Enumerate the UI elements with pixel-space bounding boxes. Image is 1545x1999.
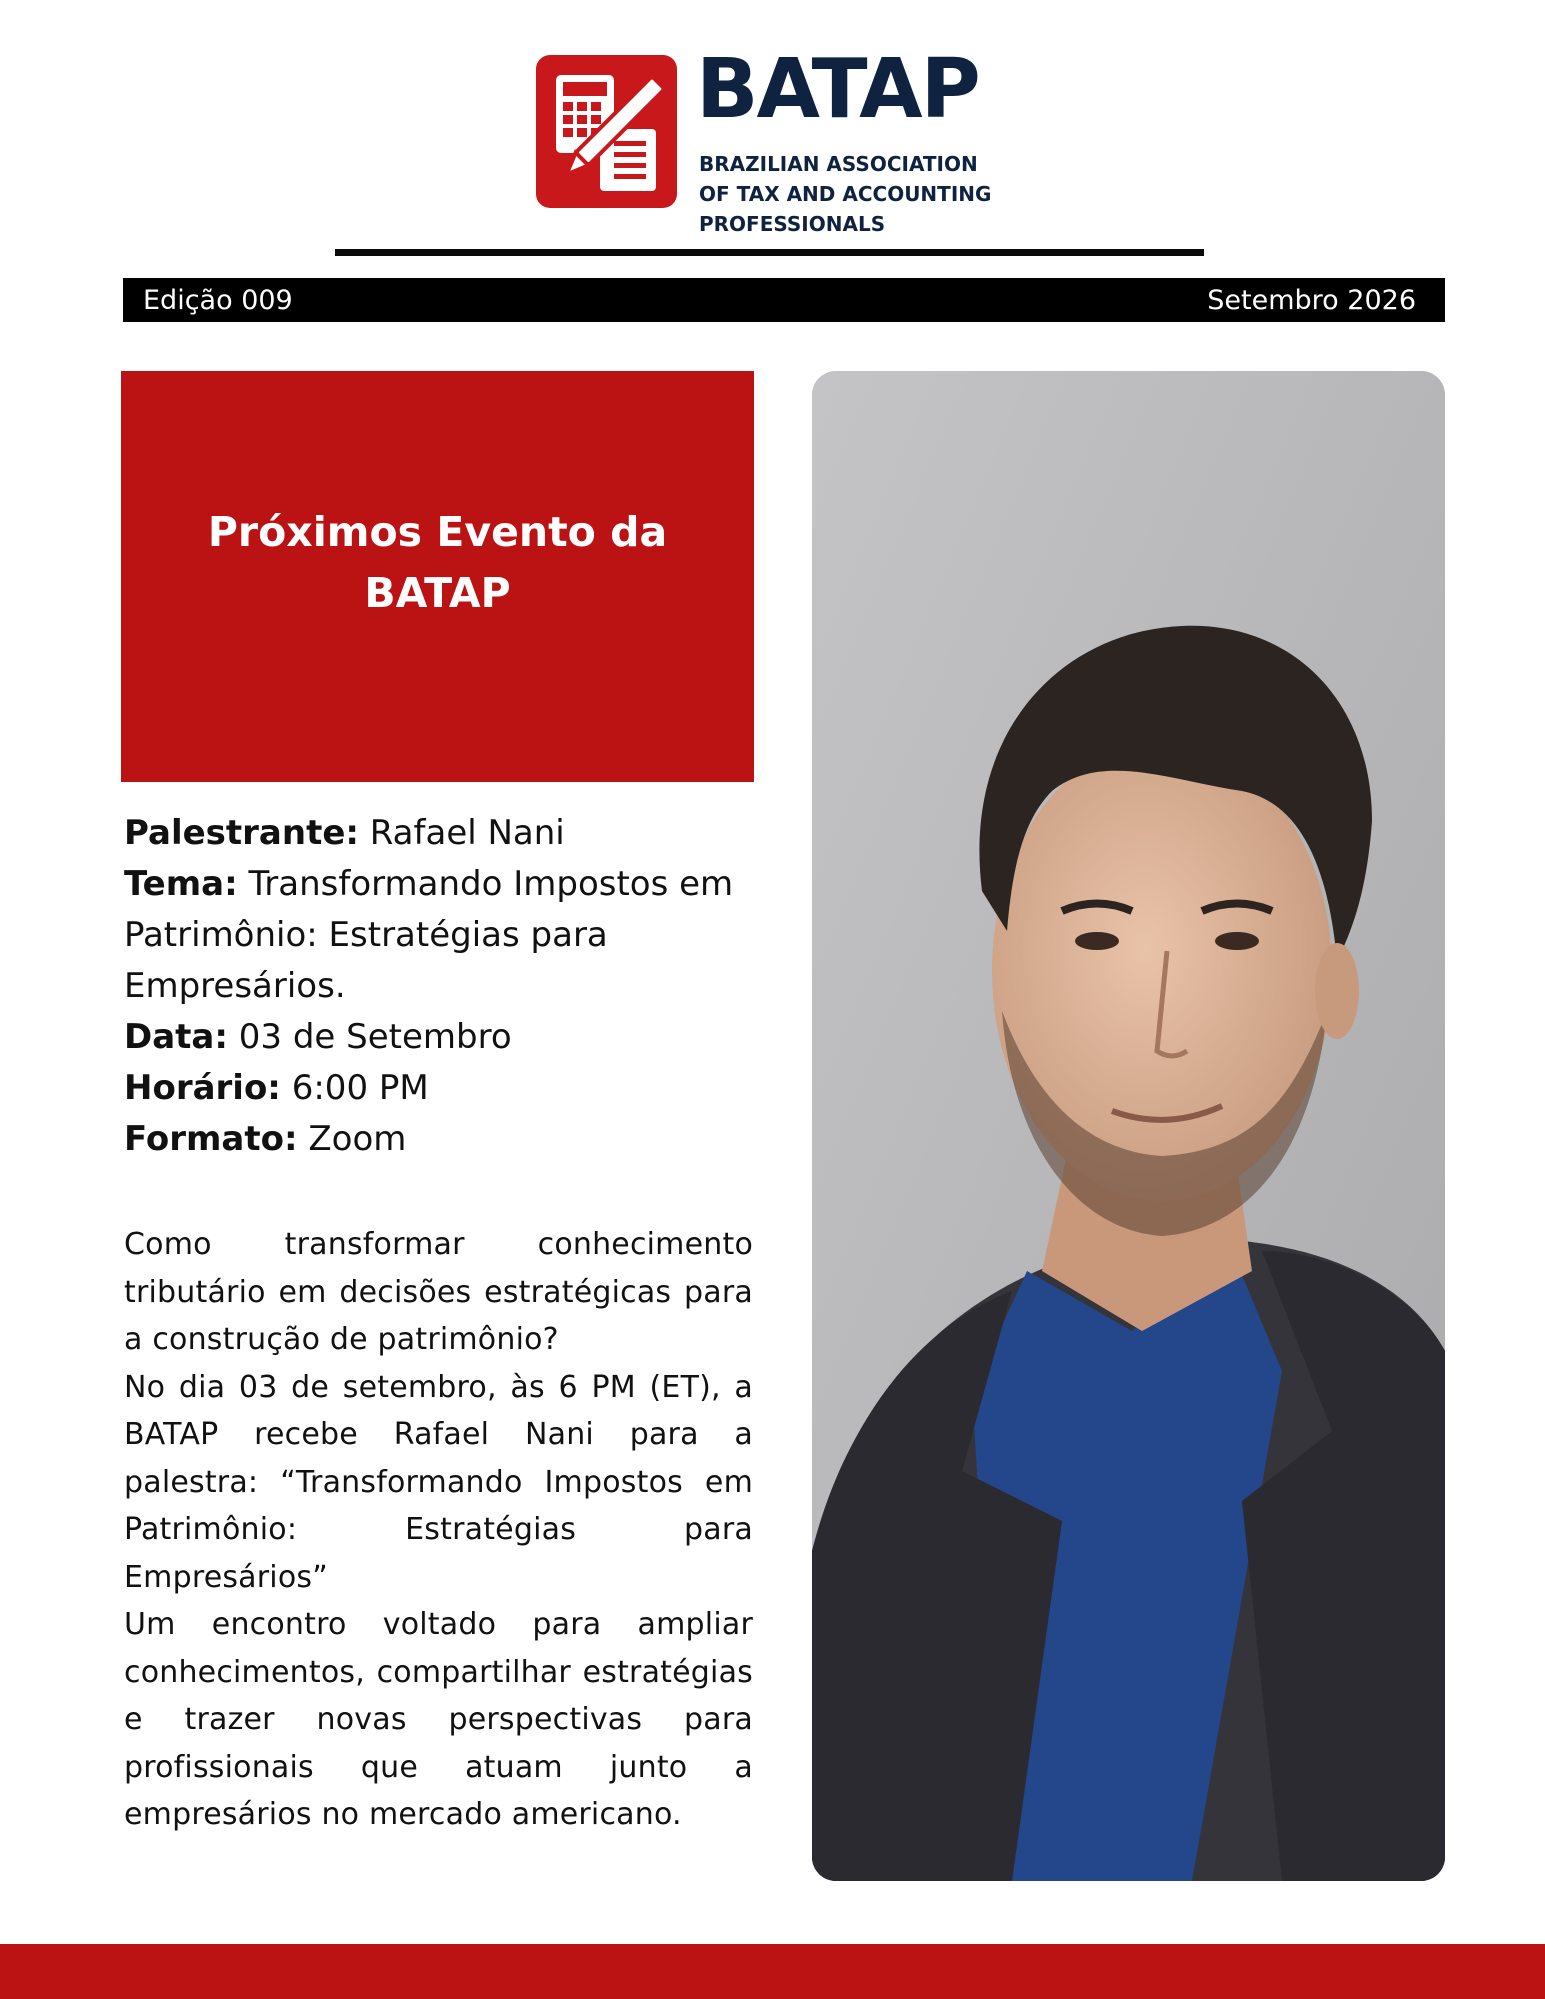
date-value: 03 de Setembro — [238, 1017, 512, 1057]
brand-subtitle-line-2: OF TAX AND ACCOUNTING — [699, 182, 992, 206]
format-row — [124, 1114, 764, 1165]
brand-name: BATAP — [696, 42, 979, 137]
edition-bar — [123, 278, 1445, 322]
batap-logo — [536, 42, 992, 236]
event-title — [178, 502, 698, 624]
event-title-line-2: BATAP — [364, 568, 511, 617]
brand-subtitle-line-3: PROFESSIONALS — [699, 212, 886, 236]
description-paragraph-3: Um encontro voltado para ampliar conhecimentos, compartilhar estratégias e trazer novas perspectivas para profissionais que atuam junto a empresários no mercado americano. — [124, 1607, 753, 1832]
header-divider — [335, 249, 1204, 256]
theme-value: Transformando Impostos em Patrimônio: Estratégias para Empresários. — [124, 864, 734, 1006]
theme-row — [124, 859, 764, 1012]
speaker-value: Rafael Nani — [369, 813, 565, 853]
theme-label: Tema: — [124, 864, 238, 904]
speaker-photo — [812, 371, 1445, 1881]
event-description — [124, 1221, 753, 1839]
edition-number: Edição 009 — [143, 284, 293, 316]
brand-subtitle-line-1: BRAZILIAN ASSOCIATION — [699, 152, 978, 176]
description-paragraph-2: No dia 03 de setembro, às 6 PM (ET), a BATAP recebe Rafael Nani para a palestra: “Transformando Impostos em Patrimônio: Estratégias para Empresários” — [124, 1369, 753, 1595]
event-title-box — [121, 371, 754, 782]
footer-bar — [0, 1944, 1545, 1999]
speaker-row — [124, 808, 764, 859]
calculator-pen-document-icon — [536, 55, 677, 208]
event-title-line-1: Próximos Evento da — [207, 507, 668, 556]
event-details — [124, 808, 764, 1165]
date-row — [124, 1012, 764, 1063]
brand-subtitle — [699, 149, 999, 239]
speaker-label: Palestrante: — [124, 813, 359, 853]
description-paragraph-1: Como transformar conhecimento tributário em decisões estratégicas para a construção de patrimônio? — [124, 1227, 753, 1357]
format-label: Formato: — [124, 1119, 298, 1159]
format-value: Zoom — [308, 1119, 407, 1159]
time-value: 6:00 PM — [291, 1068, 429, 1108]
time-row — [124, 1063, 764, 1114]
speaker-portrait-illustration — [812, 371, 1445, 1881]
edition-date: Setembro 2026 — [1207, 284, 1416, 316]
time-label: Horário: — [124, 1068, 281, 1108]
date-label: Data: — [124, 1017, 228, 1057]
